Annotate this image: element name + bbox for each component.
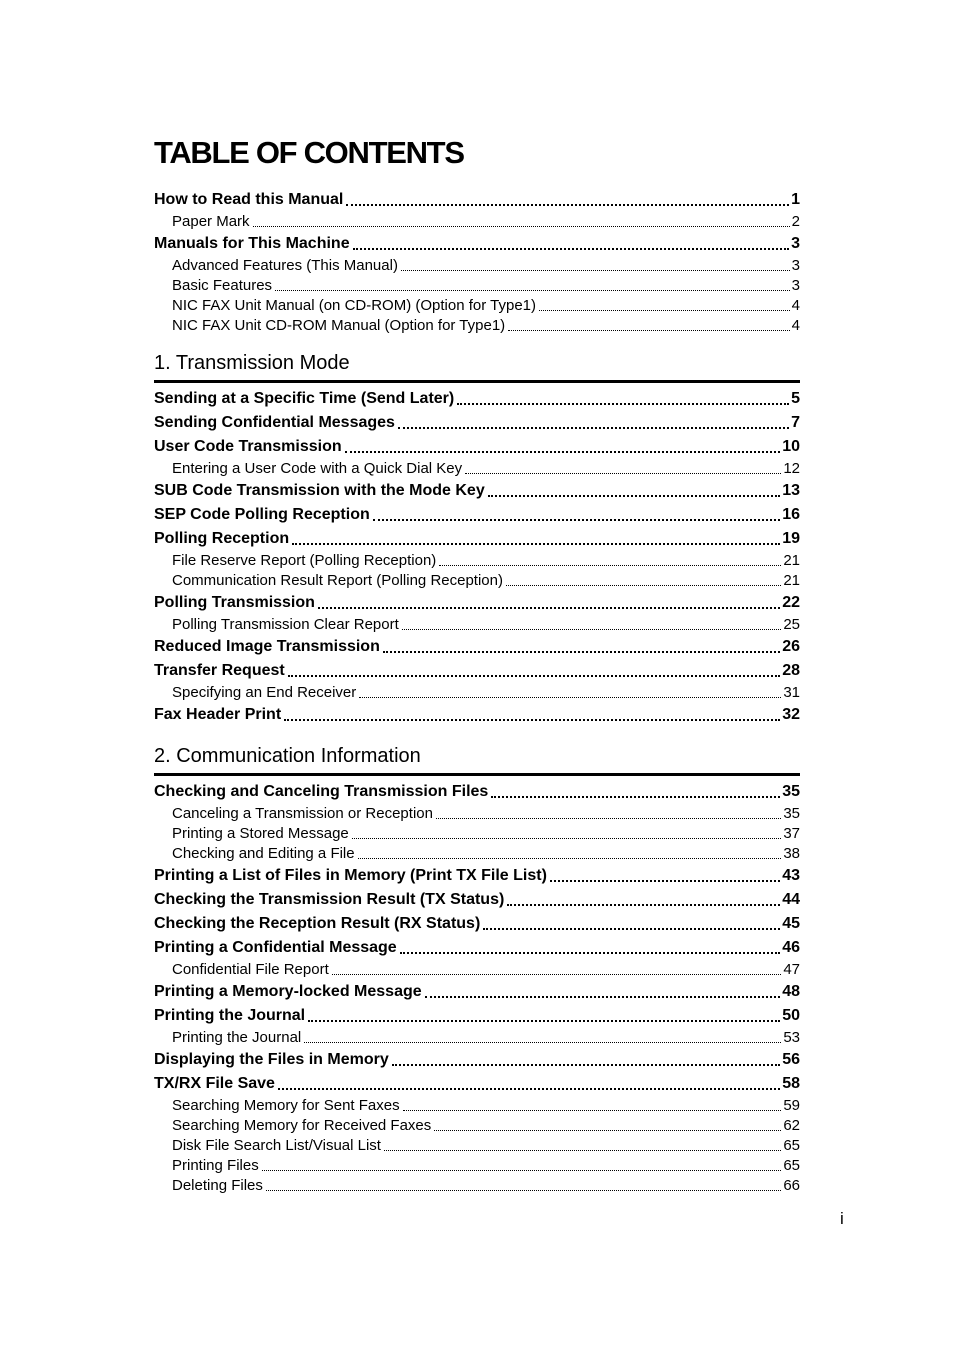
toc-page-number: 59: [783, 1097, 800, 1114]
toc-entry-title: Reduced Image Transmission: [154, 638, 380, 655]
toc-entry-title: Polling Transmission: [154, 594, 315, 611]
toc-entry[interactable]: [154, 888, 800, 912]
toc-entry[interactable]: [154, 411, 800, 435]
toc-entry-title: File Reserve Report (Polling Reception): [172, 552, 437, 569]
dot-leader: [392, 1048, 780, 1072]
toc-subentry[interactable]: [154, 615, 800, 635]
toc-entry-title: Entering a User Code with a Quick Dial Key: [172, 460, 463, 477]
toc-page-number: 22: [782, 594, 800, 611]
toc-page-number: 12: [783, 460, 800, 477]
toc-entry-title: Checking the Reception Result (RX Status): [154, 915, 481, 932]
dot-leader: [358, 844, 782, 864]
toc-page-number: 3: [791, 235, 800, 252]
dot-leader: [304, 1028, 781, 1048]
section-rule: [154, 773, 800, 776]
dot-leader: [402, 615, 782, 635]
toc-subentry[interactable]: [154, 296, 800, 316]
dot-leader: [539, 296, 790, 316]
toc-page-number: 25: [783, 616, 800, 633]
toc-entry-title: SUB Code Transmission with the Mode Key: [154, 482, 485, 499]
toc-entry[interactable]: [154, 936, 800, 960]
toc-entry-title: Polling Transmission Clear Report: [172, 616, 399, 633]
toc-page-number: 10: [782, 438, 800, 455]
toc-entry-title: Checking and Editing a File: [172, 845, 355, 862]
toc-page-number: 58: [782, 1075, 800, 1092]
toc-page-number: 4: [791, 297, 800, 314]
toc-section-transmission-mode: [154, 350, 800, 727]
toc-entry[interactable]: [154, 503, 800, 527]
toc-page-number: 45: [782, 915, 800, 932]
toc-entry-title: Fax Header Print: [154, 706, 282, 723]
section-entries: [154, 387, 800, 727]
toc-entry[interactable]: [154, 1048, 800, 1072]
toc-entry-title: Checking the Transmission Result (TX Status): [154, 891, 505, 908]
toc-subentry[interactable]: [154, 459, 800, 479]
toc-entry-title: Manuals for This Machine: [154, 235, 350, 252]
toc-subentry[interactable]: [154, 212, 800, 232]
toc-entry-title: Canceling a Transmission or Reception: [172, 805, 433, 822]
toc-page-number: 38: [783, 845, 800, 862]
toc-entry-title: User Code Transmission: [154, 438, 342, 455]
dot-leader: [488, 479, 780, 503]
toc-page-number: 26: [782, 638, 800, 655]
toc-page-number: 5: [791, 390, 800, 407]
toc-entry-title: Searching Memory for Received Faxes: [172, 1117, 432, 1134]
toc-entry-title: SEP Code Polling Reception: [154, 506, 370, 523]
dot-leader: [506, 571, 781, 591]
toc-entry-title: Polling Reception: [154, 530, 290, 547]
toc-page-number: 16: [782, 506, 800, 523]
toc-page-number: 32: [782, 706, 800, 723]
toc-page-number: 31: [783, 684, 800, 701]
section-heading: 2. Communication Information: [154, 745, 421, 767]
toc-entry-title: Printing the Journal: [172, 1029, 302, 1046]
toc-entry[interactable]: [154, 232, 800, 256]
toc-subentry[interactable]: [154, 551, 800, 571]
dot-leader: [465, 459, 781, 479]
section-heading: 1. Transmission Mode: [154, 352, 350, 374]
dot-leader: [332, 960, 782, 980]
toc-page-number: 65: [783, 1137, 800, 1154]
toc-entry-title: Transfer Request: [154, 662, 285, 679]
toc-front-matter: [154, 188, 800, 336]
toc-page-number: 37: [783, 825, 800, 842]
toc-page-number: 19: [782, 530, 800, 547]
dot-leader: [425, 980, 781, 1004]
toc-entry[interactable]: [154, 479, 800, 503]
dot-leader: [439, 551, 781, 571]
toc-subentry[interactable]: [154, 276, 800, 296]
toc-subentry[interactable]: [154, 1096, 800, 1116]
toc-entry-title: Printing Files: [172, 1157, 259, 1174]
toc-page-number: 21: [783, 552, 800, 569]
dot-leader: [457, 387, 789, 411]
toc-entry-title: NIC FAX Unit Manual (on CD-ROM) (Option for Type1): [172, 297, 536, 314]
dot-leader: [550, 864, 780, 888]
toc-page-number: 35: [782, 783, 800, 800]
toc-entry[interactable]: [154, 527, 800, 551]
dot-leader: [353, 232, 790, 256]
dot-leader: [346, 188, 789, 212]
toc-entry-title: Deleting Files: [172, 1177, 263, 1194]
dot-leader: [384, 1136, 781, 1156]
toc-entry-title: Communication Result Report (Polling Reception): [172, 572, 503, 589]
toc-entry[interactable]: [154, 864, 800, 888]
toc-page-number: 65: [783, 1157, 800, 1174]
toc-subentry[interactable]: [154, 960, 800, 980]
dot-leader: [436, 804, 781, 824]
toc-entry-title: Printing a Confidential Message: [154, 939, 397, 956]
toc-page-number: 3: [791, 257, 800, 274]
toc-page-number: 56: [782, 1051, 800, 1068]
toc-entry[interactable]: [154, 435, 800, 459]
section-entries: [154, 780, 800, 1196]
toc-page-number: 2: [791, 213, 800, 230]
dot-leader: [508, 316, 789, 336]
toc-section-communication-information: [154, 743, 800, 1196]
dot-leader: [373, 503, 780, 527]
toc-entry-title: Printing the Journal: [154, 1007, 306, 1024]
toc-page-number: 66: [783, 1177, 800, 1194]
toc-entry-title: Sending at a Specific Time (Send Later): [154, 390, 455, 407]
toc-subentry[interactable]: [154, 1176, 800, 1196]
dot-leader: [275, 276, 790, 296]
dot-leader: [278, 1072, 780, 1096]
toc-entry[interactable]: [154, 980, 800, 1004]
toc-page-number: 53: [783, 1029, 800, 1046]
dot-leader: [383, 635, 780, 659]
toc-entry[interactable]: [154, 387, 800, 411]
toc-entry[interactable]: [154, 780, 800, 804]
toc-page-number: 4: [791, 317, 800, 334]
toc-page-number: 35: [783, 805, 800, 822]
toc-page-number: 47: [783, 961, 800, 978]
toc-page-number: 7: [791, 414, 800, 431]
dot-leader: [398, 411, 789, 435]
dot-leader: [434, 1116, 781, 1136]
dot-leader: [318, 591, 780, 615]
toc-entry[interactable]: [154, 188, 800, 212]
dot-leader: [308, 1004, 780, 1028]
toc-page-number: 1: [791, 191, 800, 208]
dot-leader: [483, 912, 780, 936]
dot-leader: [352, 824, 782, 844]
toc-entry-title: Disk File Search List/Visual List: [172, 1137, 381, 1154]
toc-entry-title: TX/RX File Save: [154, 1075, 275, 1092]
toc-page-number: 3: [791, 277, 800, 294]
toc-subentry[interactable]: [154, 804, 800, 824]
toc-page-number: 28: [782, 662, 800, 679]
toc-entry-title: Checking and Canceling Transmission Files: [154, 783, 489, 800]
section-rule: [154, 380, 800, 383]
toc-page-number: 48: [782, 983, 800, 1000]
toc-entry-title: Confidential File Report: [172, 961, 329, 978]
toc-entry[interactable]: [154, 1004, 800, 1028]
toc-entry[interactable]: [154, 635, 800, 659]
toc-entry-title: Basic Features: [172, 277, 273, 294]
toc-subentry[interactable]: [154, 1028, 800, 1048]
dot-leader: [288, 659, 780, 683]
toc-page-number: 50: [782, 1007, 800, 1024]
toc-subentry[interactable]: [154, 1136, 800, 1156]
toc-entry[interactable]: [154, 703, 800, 727]
toc-subentry[interactable]: [154, 683, 800, 703]
dot-leader: [491, 780, 780, 804]
dot-leader: [359, 683, 781, 703]
toc-entry-title: NIC FAX Unit CD-ROM Manual (Option for Type1): [172, 317, 506, 334]
toc-entry[interactable]: [154, 1072, 800, 1096]
toc-entry-title: Paper Mark: [172, 213, 250, 230]
toc-subentry[interactable]: [154, 824, 800, 844]
toc-page-number: 21: [783, 572, 800, 589]
toc-entry[interactable]: [154, 659, 800, 683]
toc-entry-title: How to Read this Manual: [154, 191, 344, 208]
toc-entry-title: Searching Memory for Sent Faxes: [172, 1097, 400, 1114]
dot-leader: [507, 888, 780, 912]
toc-entry[interactable]: [154, 591, 800, 615]
dot-leader: [400, 936, 781, 960]
dot-leader: [253, 212, 790, 232]
toc-entry-title: Sending Confidential Messages: [154, 414, 395, 431]
dot-leader: [284, 703, 780, 727]
toc-entry-title: Printing a Stored Message: [172, 825, 349, 842]
dot-leader: [262, 1156, 782, 1176]
toc-subentry[interactable]: [154, 571, 800, 591]
toc-entry-title: Printing a List of Files in Memory (Print TX File List): [154, 867, 547, 884]
page-title: TABLE OF CONTENTS: [154, 135, 464, 170]
dot-leader: [292, 527, 780, 551]
toc-subentry[interactable]: [154, 316, 800, 336]
toc-page-number: 43: [782, 867, 800, 884]
dot-leader: [403, 1096, 782, 1116]
toc-entry[interactable]: [154, 912, 800, 936]
toc-subentry[interactable]: [154, 844, 800, 864]
toc-entry-title: Advanced Features (This Manual): [172, 257, 398, 274]
toc-entry-title: Displaying the Files in Memory: [154, 1051, 389, 1068]
dot-leader: [345, 435, 781, 459]
toc-subentry[interactable]: [154, 256, 800, 276]
page-number: i: [840, 1209, 844, 1228]
toc-page-number: 13: [782, 482, 800, 499]
dot-leader: [266, 1176, 781, 1196]
toc-entry-title: Specifying an End Receiver: [172, 684, 357, 701]
dot-leader: [401, 256, 790, 276]
toc-page-number: 62: [783, 1117, 800, 1134]
toc-page-number: 44: [782, 891, 800, 908]
toc-entry-title: Printing a Memory-locked Message: [154, 983, 422, 1000]
toc-page-number: 46: [782, 939, 800, 956]
toc-subentry[interactable]: [154, 1156, 800, 1176]
toc-subentry[interactable]: [154, 1116, 800, 1136]
